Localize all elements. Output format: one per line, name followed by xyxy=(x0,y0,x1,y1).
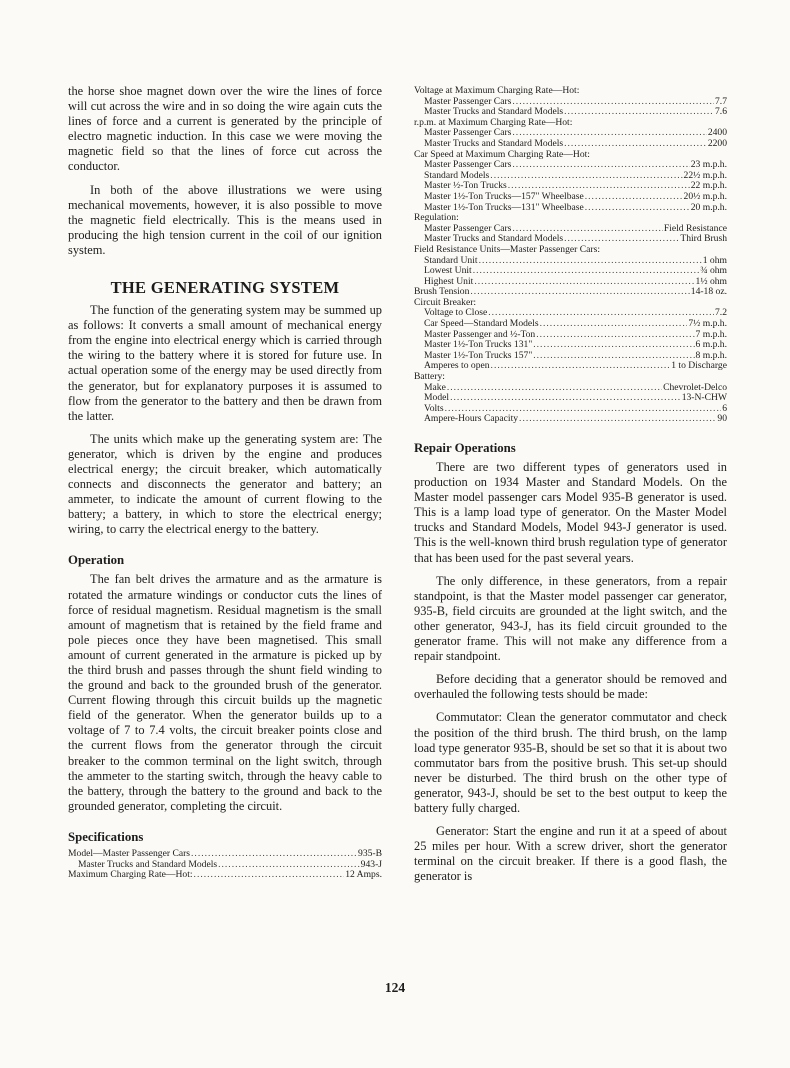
spec-value: 23 m.p.h. xyxy=(690,159,727,171)
paragraph: the horse shoe magnet down over the wire the lines of force will cut across the wire and in so doing the wire again cuts the lines of force and a current is generated by the principle of electro magnetic induction. In this case we were moving the magnetic field so that the lines of force cut across the conductor. xyxy=(68,84,382,174)
spec-row xyxy=(414,414,727,425)
right-column xyxy=(414,84,727,892)
spec-label: Master Passenger Cars xyxy=(424,127,512,139)
section-heading: THE GENERATING SYSTEM xyxy=(110,278,340,298)
spec-group xyxy=(414,213,727,245)
spec-row xyxy=(414,361,727,372)
dot-leader xyxy=(491,361,671,372)
page-number: 124 xyxy=(384,980,406,995)
spec-group xyxy=(414,298,727,372)
dot-leader xyxy=(564,139,707,150)
spec-value: 14-18 oz. xyxy=(690,286,727,298)
spec-label: Master Passenger Cars xyxy=(424,222,512,234)
spec-label: Volts xyxy=(424,402,444,414)
spec-label: Model—Master Passenger Cars xyxy=(68,847,191,859)
spec-label: Master Trucks and Standard Models xyxy=(424,137,564,149)
spec-label: Master 1½-Ton Trucks—157" Wheelbase xyxy=(424,190,584,202)
spec-value: 7.2 xyxy=(715,307,727,319)
dot-leader xyxy=(564,107,714,118)
spec-value: 943-J xyxy=(360,858,382,870)
paragraph: The units which make up the generating system are: The generator, which is driven by the engine and produces electrical energy; the circuit breaker, which automatically connects and disconnects the generator and battery; an ammeter, to indicate the amount of current flowing to the battery; a battery, in which to store the electrical energy; wiring, to carry the electrical energy to the battery. xyxy=(68,431,382,537)
spec-value: 20 m.p.h. xyxy=(690,201,727,213)
spec-label: Master Passenger Cars xyxy=(424,159,512,171)
left-column xyxy=(68,84,382,881)
spec-value: 6 m.p.h. xyxy=(695,339,727,351)
spec-row xyxy=(414,192,727,203)
spec-label: Voltage to Close xyxy=(424,307,488,319)
spec-group-title: Voltage at Maximum Charging Rate—Hot: xyxy=(414,85,580,96)
dot-leader xyxy=(474,277,694,288)
spec-value: ¾ ohm xyxy=(700,265,727,277)
repair-operations-heading: Repair Operations xyxy=(414,441,516,455)
spec-value: 1 to Discharge xyxy=(671,360,727,372)
spec-group-title: r.p.m. at Maximum Charging Rate—Hot: xyxy=(414,116,573,128)
spec-value: 1 ohm xyxy=(702,254,727,266)
spec-label: Master Passenger Cars xyxy=(424,95,512,107)
dot-leader xyxy=(512,160,689,171)
spec-value: Field Resistance xyxy=(663,222,727,234)
paragraph: The fan belt drives the armature and as the armature is rotated the armature windings or conductor cuts the lines of force of residual magnetism. Residual magnetism is the small amount of magnetism that is retained by the field frame and pole pieces once they have been magnetised. This small amount of current generated in the armature is picked up by the third brush and passes through the shunt field winding to the ground and back to the grounded brush of the generator. Current flowing through this circuit builds up the magnetic field of the generator. When the generator builds up to a voltage of 7 to 7.4 volts, the circuit breaker points close and the current flows from the generator through the circuit breaker to the common terminal on the light switch, through the ammeter to the starting switch, through the heavy cable to the battery, through the battery to the ground and back to the grounded generator, completing the circuit. xyxy=(68,572,382,813)
spec-label: Master Trucks and Standard Models xyxy=(424,106,564,118)
spec-value: 935-B xyxy=(358,847,382,859)
spec-row xyxy=(414,393,727,404)
paragraph: There are two different types of generators used in production on 1934 Master and Standard Models. On the Master model passenger cars Model 935-B generator is used. This is a lamp load type of generator. On the Master Model trucks and Standard Models, Model 943-J generator is used. This is the well-known third brush regulation type of generator that has been used for the past several years. xyxy=(414,460,727,565)
spec-label: Ampere-Hours Capacity xyxy=(424,413,519,425)
spec-label: Standard Models xyxy=(424,169,490,181)
spec-value: 2200 xyxy=(707,137,727,149)
dot-leader xyxy=(194,870,345,881)
spec-label: Standard Unit xyxy=(424,254,478,266)
paragraph: Commutator: Clean the generator commutator and check the position of the third brush. The third brush, on the lamp load type generator 935-B, should be set so that it is about two commutator bars from the positive brush. This set-up should never be disturbed. The third brush on the other type of generator, 943-J, should be set to the best output to keep the battery fully charged. xyxy=(414,710,727,815)
spec-group-title: Circuit Breaker: xyxy=(414,296,477,308)
spec-value: 8 m.p.h. xyxy=(695,349,727,361)
dot-leader xyxy=(540,319,688,330)
dot-leader xyxy=(519,414,716,425)
spec-label: Master 1½-Ton Trucks 131" xyxy=(424,339,533,351)
dot-leader xyxy=(447,383,662,394)
dot-leader xyxy=(450,393,681,404)
spec-value: 90 xyxy=(717,413,727,425)
spec-value: 7.7 xyxy=(715,95,727,107)
operation-heading: Operation xyxy=(68,553,125,568)
spec-value: 7½ m.p.h. xyxy=(688,318,727,330)
spec-label: Highest Unit xyxy=(424,275,474,287)
spec-label: Master Passenger and ½-Ton xyxy=(424,328,536,340)
dot-leader xyxy=(585,192,683,203)
spec-value: 7.6 xyxy=(715,106,727,118)
spec-value: 22½ m.p.h. xyxy=(683,169,727,181)
spec-label: Amperes to open xyxy=(424,360,490,372)
spec-group xyxy=(414,150,727,214)
spec-row xyxy=(68,849,382,860)
spec-group-title: Regulation: xyxy=(414,212,459,224)
specifications-heading: Specifications xyxy=(68,829,144,844)
spec-group-title: Field Resistance Units—Master Passenger Cars: xyxy=(414,243,600,255)
spec-label: Maximum Charging Rate—Hot: xyxy=(68,869,193,881)
spec-group-title: Car Speed at Maximum Charging Rate—Hot: xyxy=(414,148,590,160)
spec-label: Lowest Unit xyxy=(424,265,472,277)
paragraph: Before deciding that a generator should be removed and overhauled the following tests should be made: xyxy=(414,672,727,702)
dot-leader xyxy=(479,256,702,267)
spec-value: 20½ m.p.h. xyxy=(683,190,727,202)
dot-leader xyxy=(533,340,694,351)
specifications-list xyxy=(68,849,382,881)
dot-leader xyxy=(191,849,357,860)
spec-value: Third Brush xyxy=(680,233,727,245)
spec-label: Master ½-Ton Trucks xyxy=(424,180,507,192)
paragraph: In both of the above illustrations we were using mechanical movements, however, it is also possible to move the magnetic field electrically. This is the means used in producing the high tension current in the coil of our ignition system. xyxy=(68,182,382,257)
spec-label: Master Trucks and Standard Models xyxy=(424,233,564,245)
dot-leader xyxy=(473,266,700,277)
spec-value: 13-N-CHW xyxy=(681,392,727,404)
paragraph: Generator: Start the engine and run it at a speed of about 25 miles per hour. With a screw driver, short the generator terminal on the circuit breaker. If there is a good flash, the generator is xyxy=(414,824,727,884)
spec-group xyxy=(414,86,727,118)
spec-row xyxy=(414,383,727,394)
spec-value: 6 xyxy=(722,402,727,414)
spec-row xyxy=(414,139,727,150)
spec-label: Master 1½-Ton Trucks 157" xyxy=(424,349,533,361)
spec-group xyxy=(414,245,727,287)
spec-row xyxy=(414,203,727,214)
spec-label: Car Speed—Standard Models xyxy=(424,318,539,330)
spec-label: Brush Tension xyxy=(414,286,470,298)
paragraph: The function of the generating system may be summed up as follows: It converts a small amount of mechanical energy from the engine into electrical energy which is carried through the wiring to the battery where it is stored for future use. In actual operation some of the energy may be used directly from the generator, but for explanatory purposes it is assumed to flow from the generator to the battery and then be drawn from the latter. xyxy=(68,303,382,423)
spec-value: 22 m.p.h. xyxy=(690,180,727,192)
spec-label: Master Trucks and Standard Models xyxy=(78,858,218,870)
spec-value: 1½ ohm xyxy=(695,275,727,287)
spec-group xyxy=(414,118,727,150)
spec-row xyxy=(68,870,382,881)
dot-leader xyxy=(585,203,690,214)
spec-label: Model xyxy=(424,392,450,404)
spec-label: Master 1½-Ton Trucks—131" Wheelbase xyxy=(424,201,584,213)
spec-group-title: Battery: xyxy=(414,371,445,383)
spec-value: 7 m.p.h. xyxy=(695,328,727,340)
dot-leader xyxy=(218,860,360,871)
spec-value: 2400 xyxy=(707,127,727,139)
dot-leader xyxy=(490,171,682,182)
spec-label: Make xyxy=(424,381,446,393)
spec-group xyxy=(414,372,727,425)
spec-value: 12 Amps. xyxy=(345,869,382,881)
paragraph: The only difference, in these generators, from a repair standpoint, is that the Master model passenger car generator, 935-B, field circuits are grounded at the light switch, and the other generator, 943-J, has its field circuit grounded to the generator frame. This will not make any difference from a repair standpoint. xyxy=(414,573,727,664)
dot-leader xyxy=(536,330,694,341)
dot-leader xyxy=(470,287,689,298)
specifications-table xyxy=(414,86,727,425)
spec-value: Chevrolet-Delco xyxy=(663,381,727,393)
